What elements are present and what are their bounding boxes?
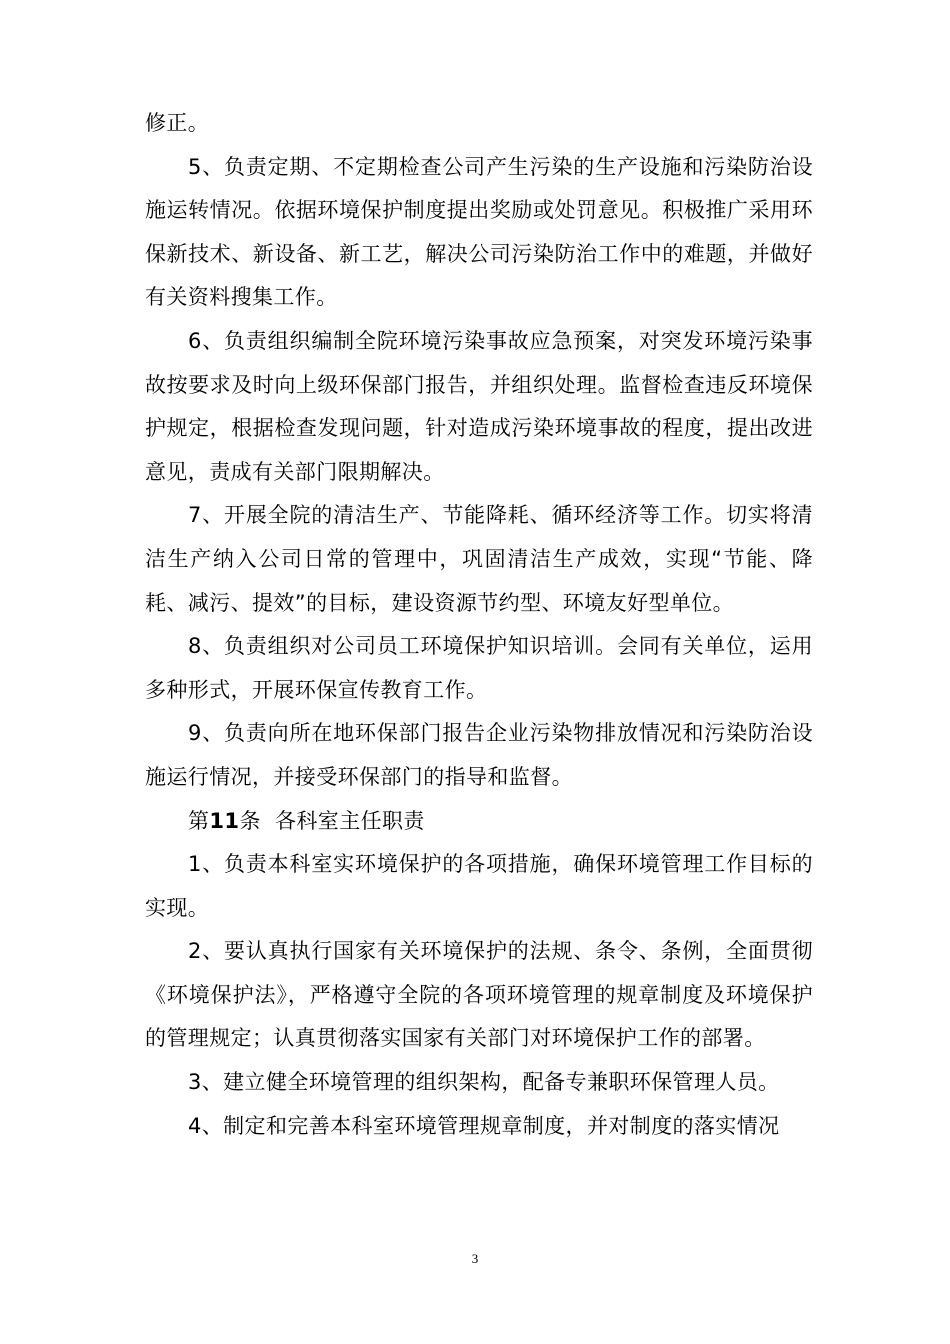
paragraph-continuation: 修正。 — [145, 111, 210, 135]
paragraph-item-7: 7、开展全院的清洁生产、节能降耗、循环经济等工作。切实将清洁生产纳入公司日常的管理中，巩固清洁生产成效，实现“节能、降耗、减污、提效”的目标，建设资源节约型、环境友好型单位。 — [145, 503, 813, 615]
document-body — [145, 102, 813, 1148]
article-title: 条 各科室主任职责 — [239, 808, 425, 833]
article-item-4: 4、制定和完善本科室环境管理规章制度，并对制度的落实情况 — [188, 1113, 780, 1138]
paragraph-item-6: 6、负责组织编制全院环境污染事故应急预案，对突发环境污染事故按要求及时向上级环保部门报告，并组织处理。监督检查违反环境保护规定，根据检查发现问题，针对造成污染环境事故的程度，提出改进意见，责成有关部门限期解决。 — [145, 328, 813, 484]
article-item-1: 1、负责本科室实环境保护的各项措施，确保环境管理工作目标的实现。 — [145, 852, 813, 920]
article-item-3: 3、建立健全环境管理的组织架构，配备专兼职环保管理人员。 — [188, 1070, 780, 1095]
paragraph-item-8: 8、负责组织对公司员工环境保护知识培训。会同有关单位，运用多种形式，开展环保宣传教育工作。 — [145, 634, 813, 702]
article-item-2: 2、要认真执行国家有关环境保护的法规、条令、条例，全面贯彻《环境保护法》，严格遵守全院的各项环境管理的规章制度及环境保护的管理规定；认真贯彻落实国家有关部门对环境保护工作的部署。 — [145, 939, 813, 1051]
paragraph-item-9: 9、负责向所在地环保部门报告企业污染物排放情况和污染防治设施运行情况，并接受环保部门的指导和监督。 — [145, 721, 813, 789]
paragraph-item-5: 5、负责定期、不定期检查公司产生污染的生产设施和污染防治设施运转情况。依据环境保护制度提出奖励或处罚意见。积极推广采用环保新技术、新设备、新工艺，解决公司污染防治工作中的难题，并做好有关资料搜集工作。 — [145, 154, 813, 310]
article-prefix: 第 — [188, 808, 210, 833]
page-number: 3 — [471, 1251, 479, 1266]
article-number: 11 — [209, 808, 240, 833]
article-heading — [145, 800, 813, 844]
